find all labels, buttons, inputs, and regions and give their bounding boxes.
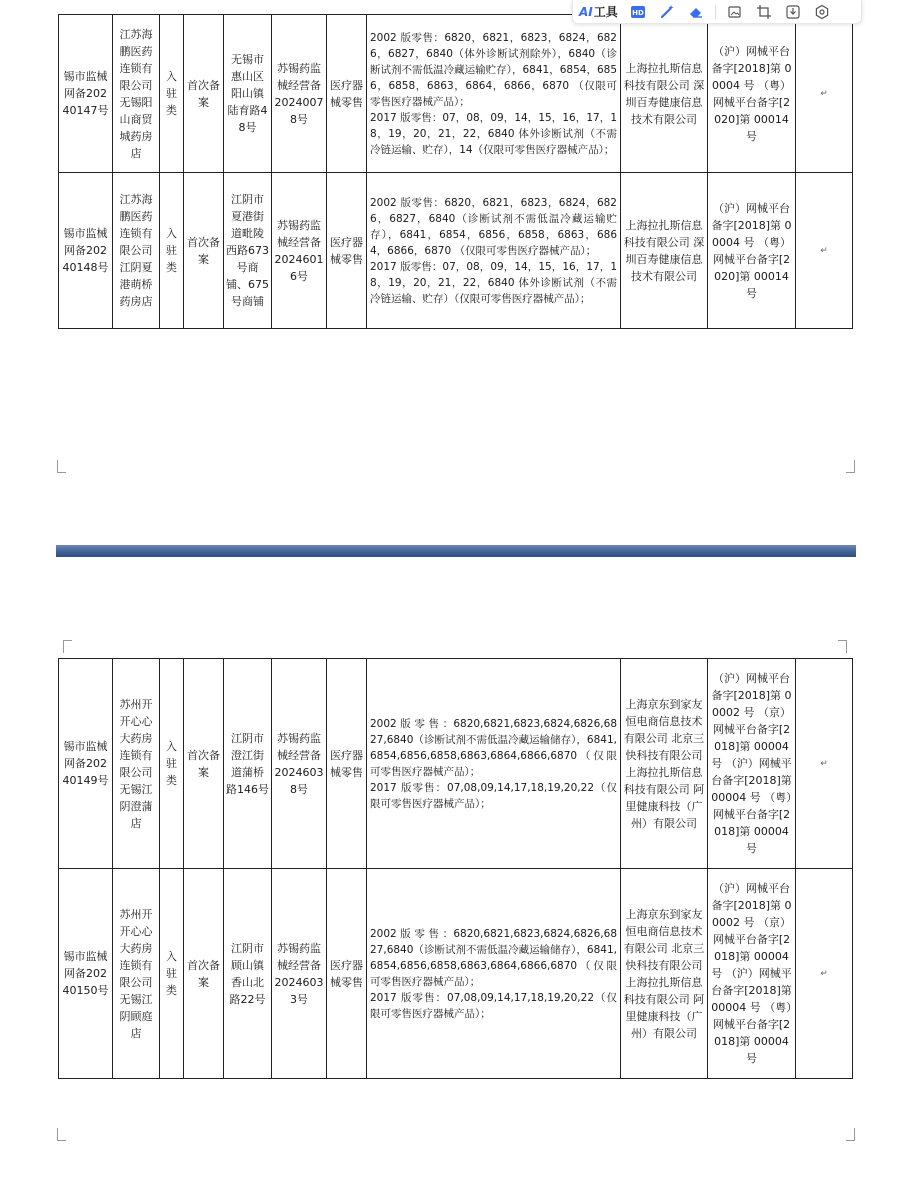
platform-filing-number: （沪）网械平台备字[2018]第 00002 号 （京）网械平台备字[2018]第 00004 号 （沪）网械平台备字[2018]第 00004 号 （粤）网械平台备字[2018]第 00004 号 xyxy=(708,869,796,1079)
license-number: 苏锡药监械经营备20246033号 xyxy=(272,869,327,1079)
table-row xyxy=(59,15,853,173)
platform-name: 上海京东到家友恒电商信息技术有限公司 北京三快科技有限公司 上海拉扎斯信息科技有限公司 阿里健康科技（广州）有限公司 xyxy=(621,659,708,869)
platform-name: 上海拉扎斯信息科技有限公司 深圳百寿健康信息技术有限公司 xyxy=(621,173,708,329)
floating-toolbar xyxy=(572,0,862,24)
record-table-top xyxy=(58,14,853,329)
filing-type: 首次备案 xyxy=(184,15,224,173)
address: 无锡市惠山区阳山镇陆育路48号 xyxy=(224,15,272,173)
empty-cell xyxy=(796,173,853,329)
business-type: 医疗器械零售 xyxy=(327,659,367,869)
enterprise-name: 江苏海鹏医药连锁有限公司无锡阳山商贸城药房店 xyxy=(113,15,160,173)
license-number: 苏锡药监械经营备20246016号 xyxy=(272,173,327,329)
paragraph-mark-icon: ↵ xyxy=(820,246,828,256)
magic-pen-icon[interactable] xyxy=(657,2,677,22)
business-scope xyxy=(367,15,621,173)
platform-filing-number: （沪）网械平台备字[2018]第 00004 号 （粤）网械平台备字[2020]第 00014 号 xyxy=(708,15,796,173)
category: 入驻类 xyxy=(160,173,184,329)
scope-2002: 2002 版 零 售 ：6820,6821,6823,6824,6826,6827,6840（诊断试剂不需低温冷藏运输储存），6841,6854,6856,6858,6863,6864,6866,6870（仅限可零售医疗器械产品）； xyxy=(370,927,617,988)
address: 江阴市夏港街道毗陵西路673号商铺、675号商铺 xyxy=(224,173,272,329)
scope-2017: 2017 版零售：07，08，09，14，15，16，17，18，19，20，21，22，6840 体外诊断试剂（不需冷链运输、贮存），14（仅限可零售医疗器械产品）； xyxy=(370,111,617,156)
record-number: 锡市监械网备20240150号 xyxy=(59,869,113,1079)
filing-type: 首次备案 xyxy=(184,173,224,329)
record-number: 锡市监械网备20240147号 xyxy=(59,15,113,173)
page-corner-mark xyxy=(63,640,72,653)
record-number: 锡市监械网备20240149号 xyxy=(59,659,113,869)
scope-2017: 2017 版零售：07，08，09，14，15，16，17，18，19，20，21，22，6840 体外诊断试剂（不需冷链运输、贮存）（仅限可零售医疗器械产品）； xyxy=(370,260,617,305)
ai-tools-label: 工具 xyxy=(593,5,618,19)
page-corner-mark xyxy=(838,640,847,653)
scope-2002: 2002 版零售：6820，6821，6823，6824，6826，6827，6840（诊断试剂不需低温冷藏运输贮存），6841，6854，6856，6858，6863，6864，6866，6870 （仅限可零售医疗器械产品）； xyxy=(370,196,617,257)
edit-image-icon[interactable] xyxy=(725,2,745,22)
table-row xyxy=(59,659,853,869)
scope-2017: 2017 版零售：07,08,09,14,17,18,19,20,22（仅限可零售医疗器械产品）； xyxy=(370,991,617,1020)
filing-type: 首次备案 xyxy=(184,869,224,1079)
business-type: 医疗器械零售 xyxy=(327,15,367,173)
hd-icon[interactable] xyxy=(628,2,648,22)
toolbar-divider xyxy=(715,5,716,19)
address: 江阴市澄江街道蒲桥路146号 xyxy=(224,659,272,869)
settings-icon[interactable] xyxy=(812,2,832,22)
platform-filing-number: （沪）网械平台备字[2018]第 00004 号 （粤）网械平台备字[2020]第 00014 号 xyxy=(708,173,796,329)
paragraph-mark-icon: ↵ xyxy=(820,89,828,99)
platform-filing-number: （沪）网械平台备字[2018]第 00002 号 （京）网械平台备字[2018]第 00004 号 （沪）网械平台备字[2018]第 00004 号 （粤）网械平台备字[2018]第 00004 号 xyxy=(708,659,796,869)
paragraph-mark-icon: ↵ xyxy=(820,969,828,979)
page-corner-mark xyxy=(846,1128,855,1141)
paragraph-mark-icon: ↵ xyxy=(820,759,828,769)
scope-2002: 2002 版零售：6820，6821，6823，6824，6826，6827，6840（体外诊断试剂除外），6840（诊断试剂不需低温冷藏运输贮存），6841，6854，6856，6858，6863，6864，6866，6870 （仅限可零售医疗器械产品）； xyxy=(370,31,617,108)
business-type: 医疗器械零售 xyxy=(327,869,367,1079)
page-corner-mark xyxy=(846,460,855,473)
record-table-bottom xyxy=(58,658,853,1079)
page-corner-mark xyxy=(57,460,66,473)
filing-type: 首次备案 xyxy=(184,659,224,869)
business-type: 医疗器械零售 xyxy=(327,173,367,329)
page-separator xyxy=(56,545,856,557)
table-row xyxy=(59,869,853,1079)
ai-tools-button[interactable] xyxy=(579,3,618,20)
business-scope xyxy=(367,173,621,329)
empty-cell xyxy=(796,15,853,173)
category: 入驻类 xyxy=(160,869,184,1079)
ai-tools-prefix: AI xyxy=(579,4,593,19)
table-row xyxy=(59,173,853,329)
business-scope xyxy=(367,869,621,1079)
platform-name: 上海京东到家友恒电商信息技术有限公司 北京三快科技有限公司 上海拉扎斯信息科技有限公司 阿里健康科技（广州）有限公司 xyxy=(621,869,708,1079)
eraser-icon[interactable] xyxy=(686,2,706,22)
download-icon[interactable] xyxy=(783,2,803,22)
category: 入驻类 xyxy=(160,15,184,173)
business-scope xyxy=(367,659,621,869)
enterprise-name: 苏州开开心心大药房连锁有限公司无锡江阴顾庭店 xyxy=(113,869,160,1079)
page-corner-mark xyxy=(57,1128,66,1141)
platform-name: 上海拉扎斯信息科技有限公司 深圳百寿健康信息技术有限公司 xyxy=(621,15,708,173)
record-number: 锡市监械网备20240148号 xyxy=(59,173,113,329)
address: 江阴市顾山镇香山北路22号 xyxy=(224,869,272,1079)
enterprise-name: 苏州开开心心大药房连锁有限公司无锡江阴澄蒲店 xyxy=(113,659,160,869)
empty-cell xyxy=(796,659,853,869)
empty-cell xyxy=(796,869,853,1079)
category: 入驻类 xyxy=(160,659,184,869)
license-number: 苏锡药监械经营备20246038号 xyxy=(272,659,327,869)
license-number: 苏锡药监械经营备20240078号 xyxy=(272,15,327,173)
svg-text:HD: HD xyxy=(631,8,644,17)
enterprise-name: 江苏海鹏医药连锁有限公司江阴夏港萌桥药房店 xyxy=(113,173,160,329)
crop-icon[interactable] xyxy=(754,2,774,22)
scope-2017: 2017 版零售：07,08,09,14,17,18,19,20,22（仅限可零售医疗器械产品）； xyxy=(370,781,617,810)
scope-2002: 2002 版 零 售 ：6820,6821,6823,6824,6826,6827,6840（诊断试剂不需低温冷藏运输储存），6841,6854,6856,6858,6863,6864,6866,6870（仅限可零售医疗器械产品）； xyxy=(370,717,617,778)
